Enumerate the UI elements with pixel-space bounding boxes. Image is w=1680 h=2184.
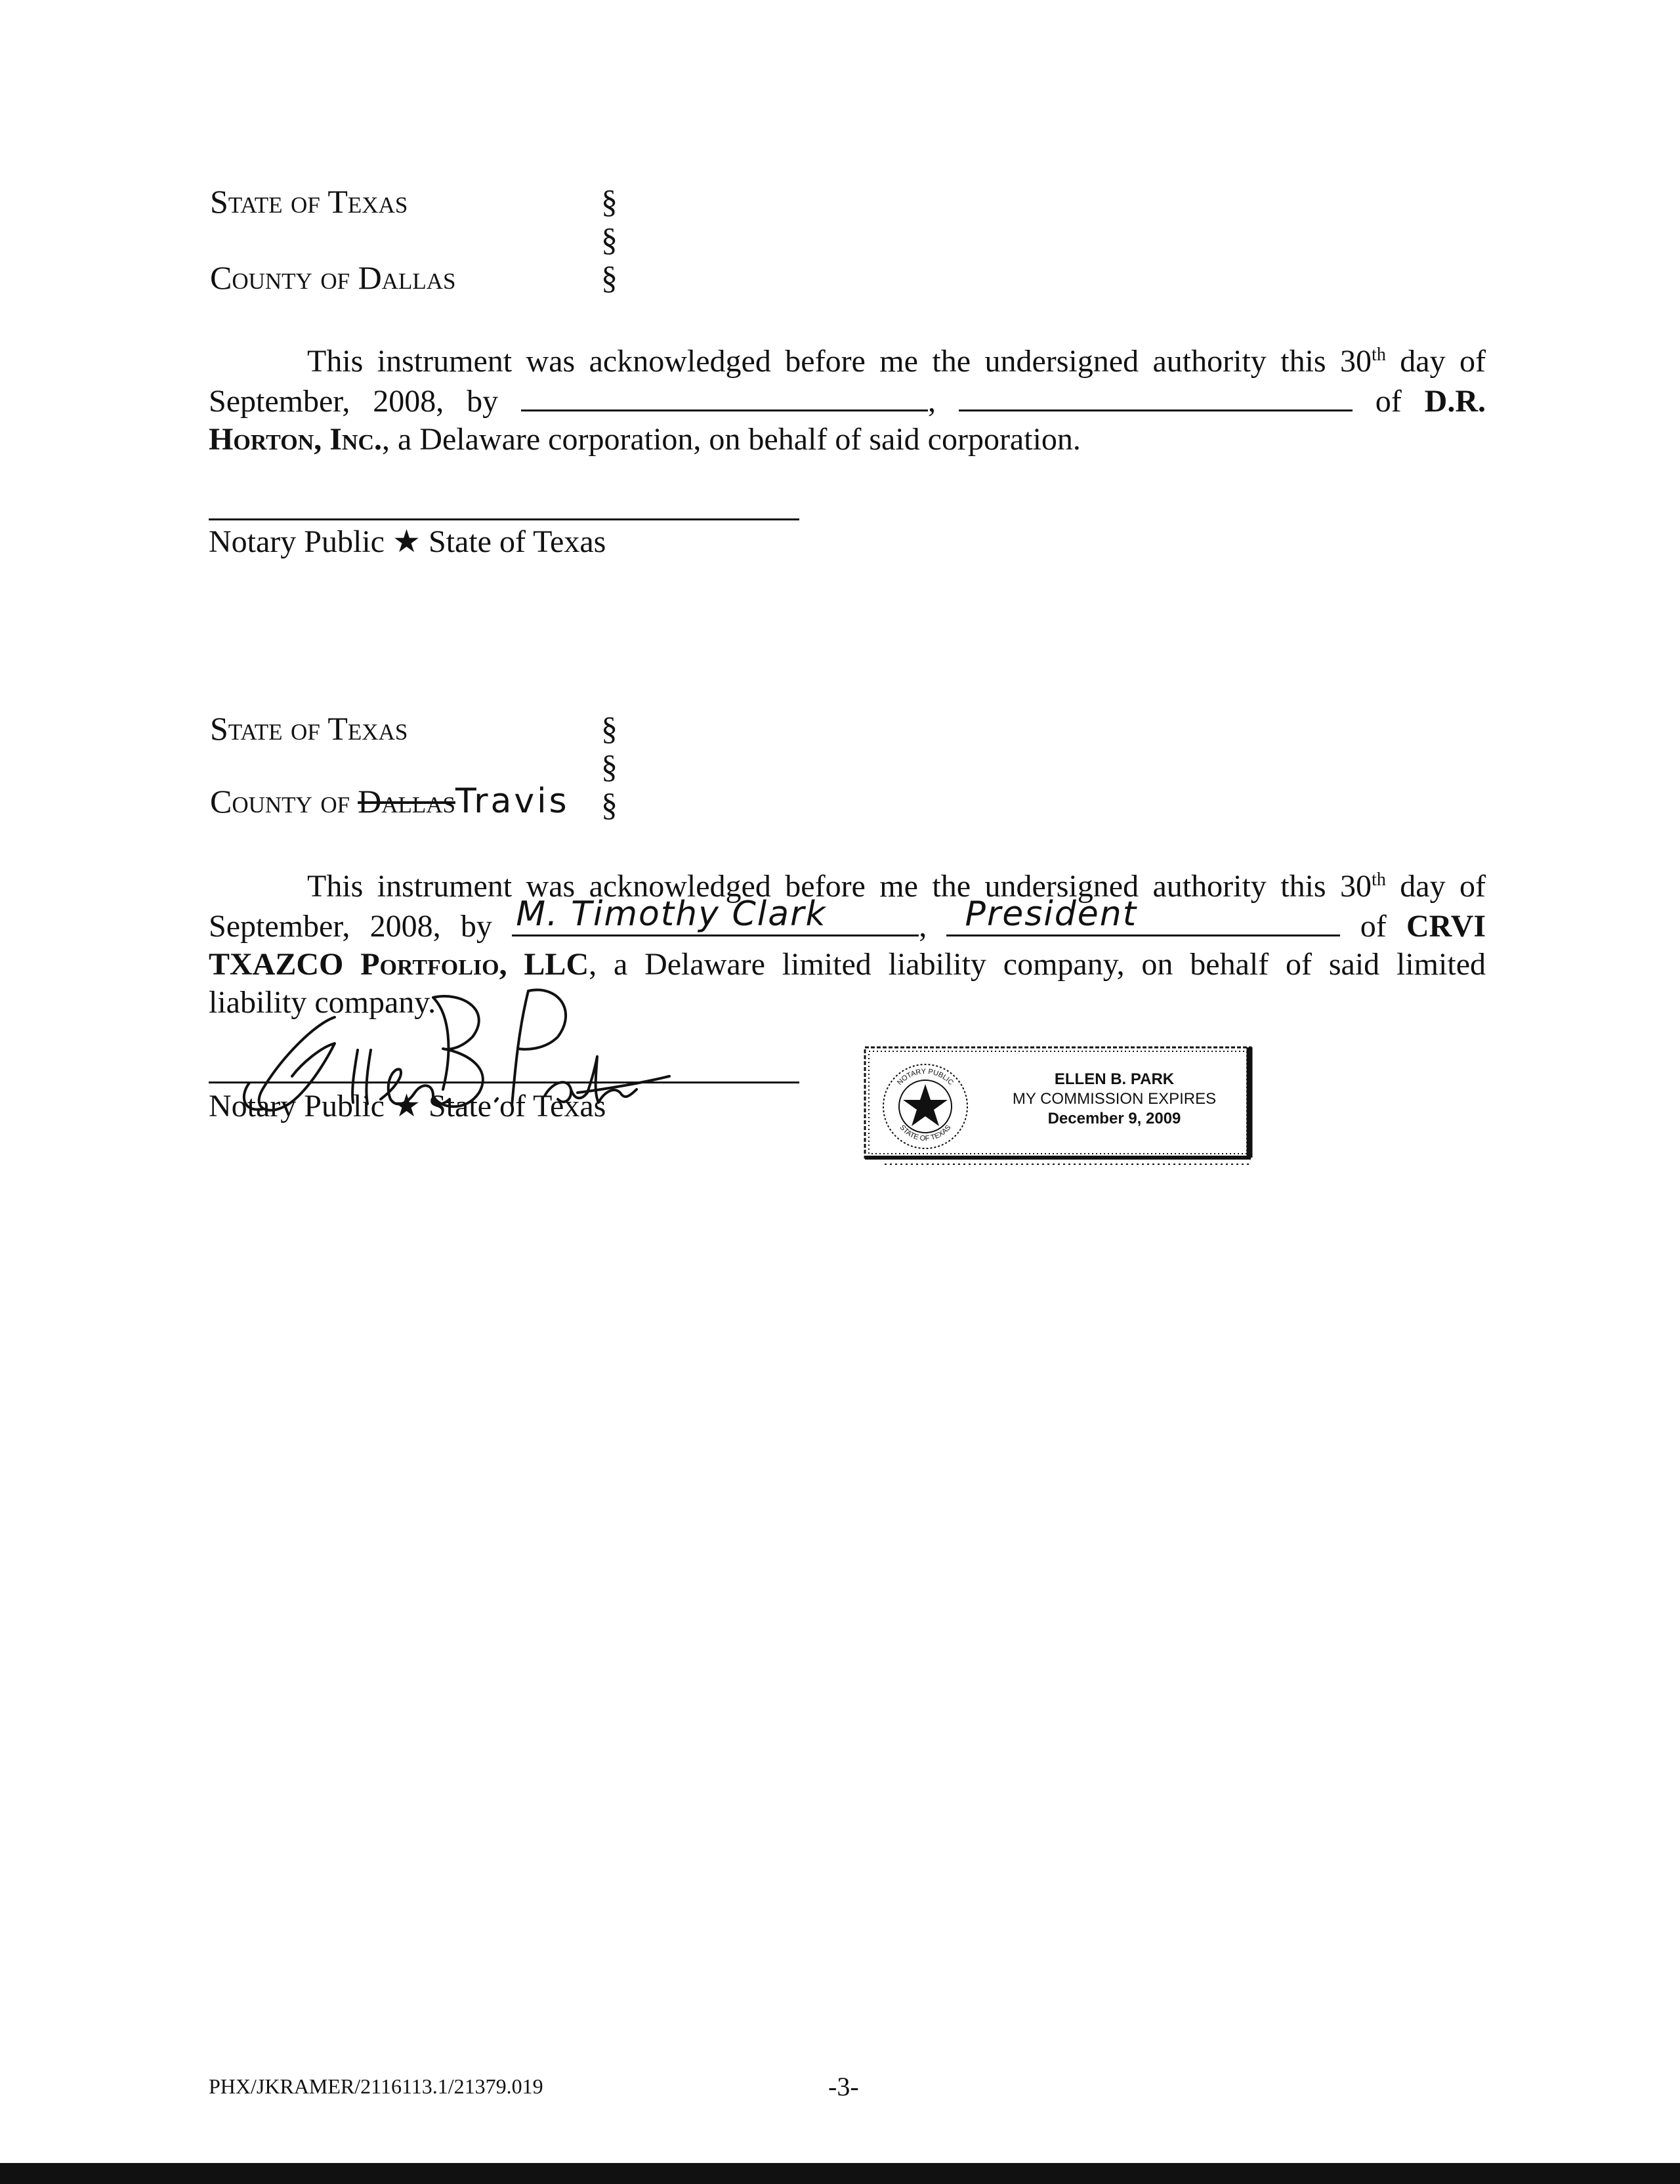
acknowledgment-paragraph-1 <box>209 336 1486 459</box>
para-text: day of <box>1400 869 1486 904</box>
para-text: of <box>1375 384 1402 419</box>
section-symbol: § <box>601 183 618 220</box>
company-name: TXAZCO <box>209 947 344 982</box>
county-label-2 <box>210 782 570 821</box>
para-text: This instrument was acknowledged before me the undersigned authority this 30 <box>307 344 1372 379</box>
company-name: D.R. <box>1424 384 1486 419</box>
stamp-name: ELLEN B. PARK <box>1054 1070 1175 1088</box>
document-id: PHX/JKRAMER/2116113.1/21379.019 <box>209 2074 543 2098</box>
superscript: th <box>1372 870 1386 890</box>
state-label-1: State of Texas <box>210 183 408 220</box>
section-symbol: § <box>601 221 618 258</box>
seal-top-text: NOTARY PUBLIC <box>896 1067 955 1087</box>
para-text: of <box>1360 909 1387 944</box>
para-text: This instrument was acknowledged before me the undersigned authority this 30 <box>307 869 1372 904</box>
para-text: day of <box>1400 344 1486 379</box>
title-blank-2[interactable] <box>946 894 1340 936</box>
scan-edge <box>0 2163 1680 2184</box>
star-seal-icon <box>879 1060 971 1152</box>
para-text: September, 2008, by <box>209 909 492 944</box>
para-text: September, 2008, by <box>209 384 499 419</box>
para-text: , a Delaware limited liability company, on behalf of said limited <box>589 947 1486 982</box>
name-blank-1[interactable] <box>521 381 928 411</box>
notary-stamp <box>858 1042 1260 1167</box>
state-label-2: State of Texas <box>210 710 408 747</box>
company-name: CRVI <box>1406 909 1486 944</box>
company-name: Horton, Inc. <box>209 422 382 457</box>
county-handwritten: Travis <box>455 782 570 821</box>
page-number: -3- <box>828 2072 859 2101</box>
para-text: liability company. <box>209 985 436 1020</box>
superscript: th <box>1372 345 1386 365</box>
county-label-1: County of Dallas <box>210 259 456 296</box>
signer-name: M. Timothy Clark <box>516 894 827 934</box>
title-blank-1[interactable] <box>959 381 1353 411</box>
signature-line-2 <box>209 1082 799 1083</box>
section-symbol: § <box>601 710 618 747</box>
comma: , <box>928 384 936 419</box>
county-prefix: County of <box>210 783 350 820</box>
para-text: , a Delaware corporation, on behalf of said corporation. <box>382 422 1081 457</box>
notary-label-1: Notary Public ★ State of Texas <box>209 524 606 559</box>
comma: , <box>919 909 927 944</box>
seal-bottom-text: STATE OF TEXAS <box>898 1124 953 1143</box>
name-blank-2[interactable] <box>512 894 919 936</box>
signature-line-1 <box>209 518 799 520</box>
svg-text:NOTARY PUBLIC <box>896 1068 955 1087</box>
section-symbol: § <box>601 259 618 296</box>
notary-label-2: Notary Public ★ State of Texas <box>209 1089 606 1124</box>
stamp-expiry-date: December 9, 2009 <box>1047 1110 1181 1127</box>
section-symbol: § <box>601 748 618 785</box>
stamp-commission-label: MY COMMISSION EXPIRES <box>1012 1090 1217 1108</box>
company-name: Portfolio, LLC <box>360 947 589 982</box>
county-struck: Dallas <box>358 783 455 820</box>
signer-title: President <box>965 894 1138 934</box>
section-symbol: § <box>601 786 618 823</box>
